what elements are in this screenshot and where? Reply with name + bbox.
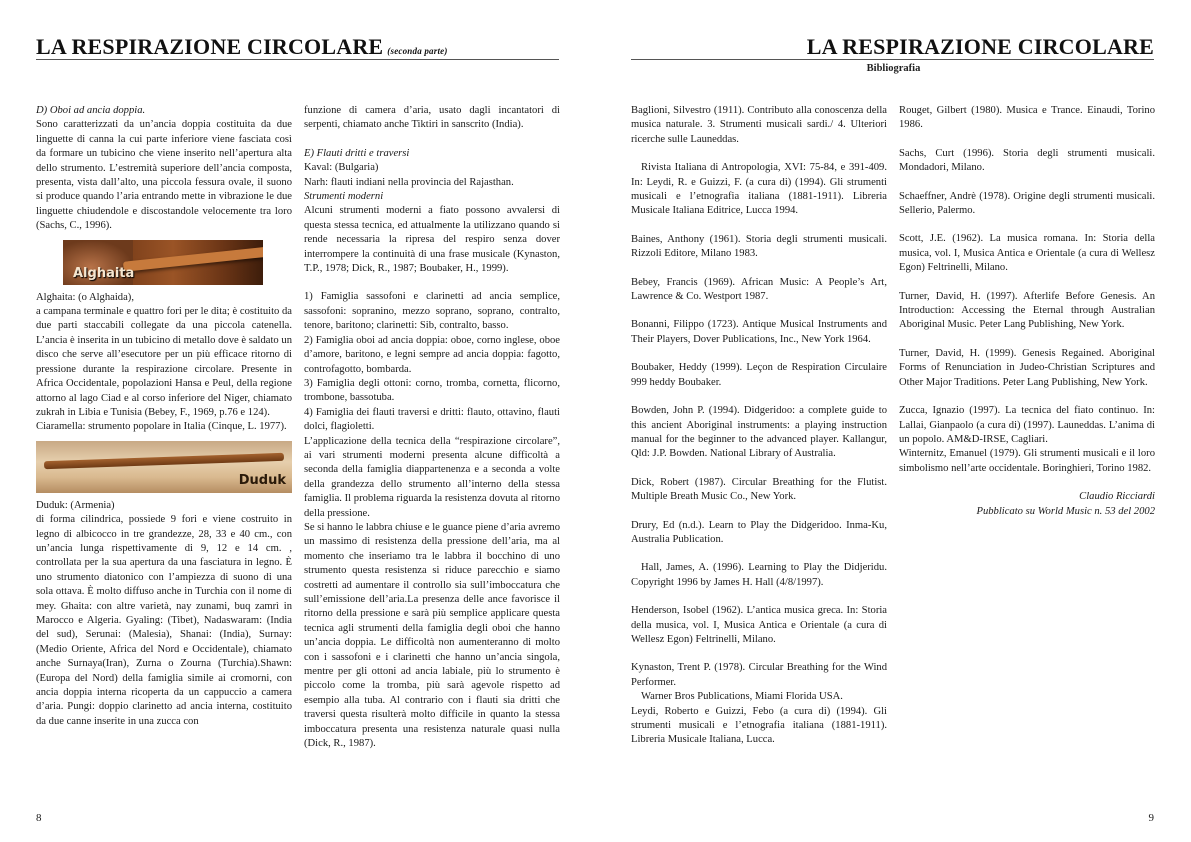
moderni-paragraph: Alcuni strumenti moderni a fiato possono avvalersi di questa stessa tecnica, ed attualmente la utilizzano quando si rende necessaria la ripresa del respiro senza dover interrompere la continuità di una frase musicale (Kynaston, T.P., 1978; Dick, R., 1987; Boubaker, H., 1999). — [304, 205, 560, 275]
bib-entry: Winternitz, Emanuel (1979). Gli strumenti musicali e il loro simbolismo nell’arte occidentale. Boringhieri, Torino 1982. — [899, 448, 1155, 474]
family-item-3: 3) Famiglia degli ottoni: corno, tromba, cornetta, flicorno, trombone, bassotuba. — [304, 377, 560, 404]
bib-entry: Dick, Robert (1987). Circular Breathing for the Flutist. Multiple Breath Music Co., New York. — [631, 476, 887, 503]
duduk-photo — [36, 441, 292, 493]
left-page — [0, 0, 595, 842]
page-number: 9 — [1148, 812, 1154, 824]
flauti-heading: E) Flauti dritti e traversi — [304, 147, 410, 159]
bib-entry: Bebey, Francis (1969). African Music: A People’s Art, Lawrence & Co. Westport 1987. — [631, 276, 887, 303]
right-page — [596, 0, 1191, 842]
labbra-paragraph: Se si hanno le labbra chiuse e le guance piene d’aria avremo un massimo di resistenza della pressione dell’aria, ma al momento che inseriamo tra le labbra il bocchino di uno strumento questa resistenza si riduce parecchio e siamo costretti ad aumentare il controllo sia sull’imboccatura che sull’emissione dell’aria.La presenza delle ance favorisce il ritorno della pressione e sarà più semplice applicare questa tecnica agli strumenti della famiglia degli oboi che hanno un’ancia doppia. Le difficoltà non aumenteranno di molto con i sassofoni e i clarinetti che hanno un’ancia singola, mentre per gli ottoni ad ancia labiale, più lo strumento è piccolo come la tromba, più sarà agevole rispetto ad esempio alla tuba. Al contrario con i flauti sia dritti che traversi questa risulterà molto difficile in quanto la stessa imboccatura presenta una resistenza naturale quasi nulla (Dick, R., 1987). — [304, 521, 560, 750]
bib-entry: Baines, Anthony (1961). Storia degli strumenti musicali. Rizzoli Editore, Milano 1983. — [631, 233, 887, 260]
bibliography-column-1 — [631, 104, 887, 748]
alghaita-photo — [63, 240, 263, 285]
family-item-4: 4) Famiglia dei flauti traversi e dritti: flauto, ottavino, flauti dolci, flagioletti. — [304, 406, 560, 433]
title-rule — [36, 59, 559, 60]
bib-entry: Schaeffner, Andrè (1978). Origine degli strumenti musicali. Sellerio, Palermo. — [899, 190, 1155, 217]
bib-entry: Rivista Italiana di Antropologia, XVI: 75-84, e 391-409. In: Leydi, R. e Guizzi, F. (a cura di) (1994). Gli strumenti musicali e l’etnografia italiana (1881-1911). Libreria Musicale Italiana Editrice, Lucca 1994. — [631, 162, 887, 217]
duduk-instrument-shape — [44, 453, 284, 469]
bib-entry: Bowden, John P. (1994). Didgeridoo: a complete guide to this ancient Aboriginal instruments: a playing instruction manual for the beginner to the advanced player. Kallangur, Qld: J.P. Bowden. National Library of Australia. — [631, 405, 887, 460]
signature-publication: Pubblicato su World Music n. 53 del 2002 — [976, 505, 1155, 517]
alghaita-photo-caption: Alghaita — [73, 266, 135, 282]
kaval-line: Kaval: (Bulgaria) — [304, 162, 379, 174]
bib-entry: Baglioni, Silvestro (1911). Contributo alla conoscenza della musica naturale. 3. Strumenti musicali sardi./ 4. Ulteriori ricerche sulle Launeddas. — [631, 105, 887, 145]
applicazione-paragraph: L’applicazione della tecnica della “respirazione circolare”, ai vari strumenti moderni presenta alcune difficoltà a seconda della famiglia diappartenenza e a seconda a volte della grandezza dello strumento all’interno della stessa famiglia. Il problema riguarda la resistenza dovuta al ritorno della pressione. — [304, 435, 560, 519]
oboi-heading: D) Oboi ad ancia doppia. — [36, 105, 146, 116]
bib-entry: Rouget, Gilbert (1980). Musica e Trance. Einaudi, Torino 1986. — [899, 105, 1155, 131]
ciaramella-paragraph: Ciaramella: strumento popolare in Italia (Cinque, L. 1977). — [36, 421, 287, 433]
bib-entry: Drury, Ed (n.d.). Learn to Play the Didgeridoo. Inma-Ku, Australia Publication. — [631, 519, 887, 545]
oboi-paragraph: Sono caratterizzati da un’ancia doppia costituita da due linguette di canna la cui parte inferiore viene fasciata così da formare un tubicino che viene inserito nell’apertura alta dello strumento. L’estremità superiore dell’ancia composta, presenta, vista dall’alto, una piccola fessura ovale, il suono si produce quando l’aria entrando mette in vibrazione le due linguette chiudendole e discostandole velocemente tra loro (Sachs, C., 1996). — [36, 119, 292, 232]
duduk-label: Duduk: (Armenia) — [36, 499, 115, 511]
page-title: LA RESPIRAZIONE CIRCOLARE (seconda parte) — [36, 34, 448, 59]
bib-entry: Kynaston, Trent P. (1978). Circular Breathing for the Wind Performer. — [631, 662, 887, 688]
bib-entry: Henderson, Isobel (1962). L’antica musica greca. In: Storia della musica, vol. I, Musica Antica e Orientale (a cura di Wellesz Egon) Feltrinelli, Milano. — [631, 605, 887, 645]
bib-entry: Hall, James, A. (1996). Learning to Play the Didjeridu. Copyright 1996 by James H. Hall (4/8/1997). — [631, 562, 887, 588]
title-suffix: (seconda parte) — [387, 46, 448, 56]
duduk-paragraph: di forma cilindrica, possiede 9 fori e viene costruito in legno di albicocco in tre grandezze, 28, 33 e 40 cm., con un’ancia lunga rispettivamente di 9, 12 e 14 cm. , controllata per la sua apertura da una fasciatura in legno. È uno strumento diatonico con l’ampiezza di suono di una sola ottava. È molto diffuso anche in Turchia con il nome di mey. Ghaita: con altre varietà, nay zunami, buq zamrì in Marocco e Algeria. Gyaling: (Tibet), Nadaswaram: (India del sud), Serunai: (Malesia), Shanai: (India), Surnay: (Medio Oriente, Africa del Nord e Occidentale), chiamato anche Surnaya(Iran), Zurna o Zourna (Turchia).Shawn:(Europa del Nord) della famiglia simile ai cromorni, con ancia doppia interna ricoperta da un cappuccio a camera d’aria. Pungi: doppio clarinetto ad ancia interna, costituito da due canne inserite in una zucca con — [36, 514, 292, 727]
page-number: 8 — [36, 812, 42, 824]
bib-entry: Turner, David, H. (1999). Genesis Regained. Aboriginal Forms of Renunciation in Judeo-Christian Scriptures and Other Major Traditions. Peter Lang Publishing, New York. — [899, 347, 1155, 388]
left-column-1 — [36, 104, 292, 729]
duduk-photo-caption: Duduk — [238, 473, 286, 489]
page-title: LA RESPIRAZIONE CIRCOLARE — [806, 34, 1154, 59]
bibliography-column-2 — [899, 104, 1155, 519]
left-column-2 — [304, 104, 560, 751]
bib-entry: Zucca, Ignazio (1997). La tecnica del fiato continuo. In: Lallai, Gianpaolo (a cura di) (1997). Launeddas. L’anima di un popolo. AM&D-IRSE, Cagliari. — [899, 405, 1155, 445]
bib-entry: Scott, J.E. (1962). La musica romana. In: Storia della musica, vol. I, Musica Antica e Orientale (a cura di Wellesz Egon) Feltrinelli, Milano. — [899, 233, 1155, 274]
pungi-continued-paragraph: funzione di camera d’aria, usato dagli incantatori di serpenti, chiamato anche Tiktiri in sanscrito (India). — [304, 105, 560, 131]
family-item-2: 2) Famiglia oboi ad ancia doppia: oboe, corno inglese, oboe d’amore, baritono, e legni sempre ad ancia doppia: fagotto, controfagotto, bombarda. — [304, 334, 560, 375]
moderni-heading: Strumenti moderni — [304, 191, 384, 203]
bibliography-subtitle: Bibliografia — [866, 63, 921, 74]
bib-entry: Leydi, Roberto e Guizzi, Febo (a cura di) (1994). Gli strumenti musicali e l’etnografia italiana (1881-1911). Libreria Musicale Italiana, Lucca. — [631, 705, 887, 746]
alghaita-instrument-shape — [123, 246, 263, 272]
bib-entry: Bonanni, Filippo (1723). Antique Musical Instruments and Their Players, Dover Publications, Inc., New York 1964. — [631, 319, 887, 345]
bib-entry: Boubaker, Heddy (1999). Leçon de Respiration Circulaire 999 heddy Boubaker. — [631, 362, 887, 388]
bib-entry: Turner, David, H. (1997). Afterlife Before Genesis. An Introduction: Accessing the Eternal through Australian Aboriginal Music. Peter Lang Publishing, New York. — [899, 290, 1155, 331]
title-rule — [631, 59, 1154, 60]
signature-author: Claudio Ricciardi — [1079, 491, 1155, 503]
alghaita-label: Alghaita: (o Alghaida), — [36, 291, 134, 303]
narh-line: Narh: flauti indiani nella provincia del Rajasthan. — [304, 176, 514, 188]
family-item-1: 1) Famiglia sassofoni e clarinetti ad ancia semplice, sassofoni: sopranino, mezzo soprano, soprano, contralto, tenore, baritono; clarinetti: Sib, contralto, basso. — [304, 291, 560, 332]
alghaita-paragraph: a campana terminale e quattro fori per le dita; è costituito da due parti staccabili collegate da una piccola catenella. L’ancia è inserita in un tubicino di metallo dove è saldato un disco che serve all’esecutore per un più efficace ritorno di pressione durante la respirazione circolare. Presente in Africa Occidentale, popolazioni Hansa e Peul, della regione attorno al lago Ciad e al corso inferiore del Niger, chiamato zukrah in Libia e Tunisia (Bebey, F., 1969, p.76 e 124). — [36, 306, 292, 418]
bib-entry: Sachs, Curt (1996). Storia degli strumenti musicali. Mondadori, Milano. — [899, 147, 1155, 174]
bib-entry: Warner Bros Publications, Miami Florida USA. — [641, 691, 843, 703]
